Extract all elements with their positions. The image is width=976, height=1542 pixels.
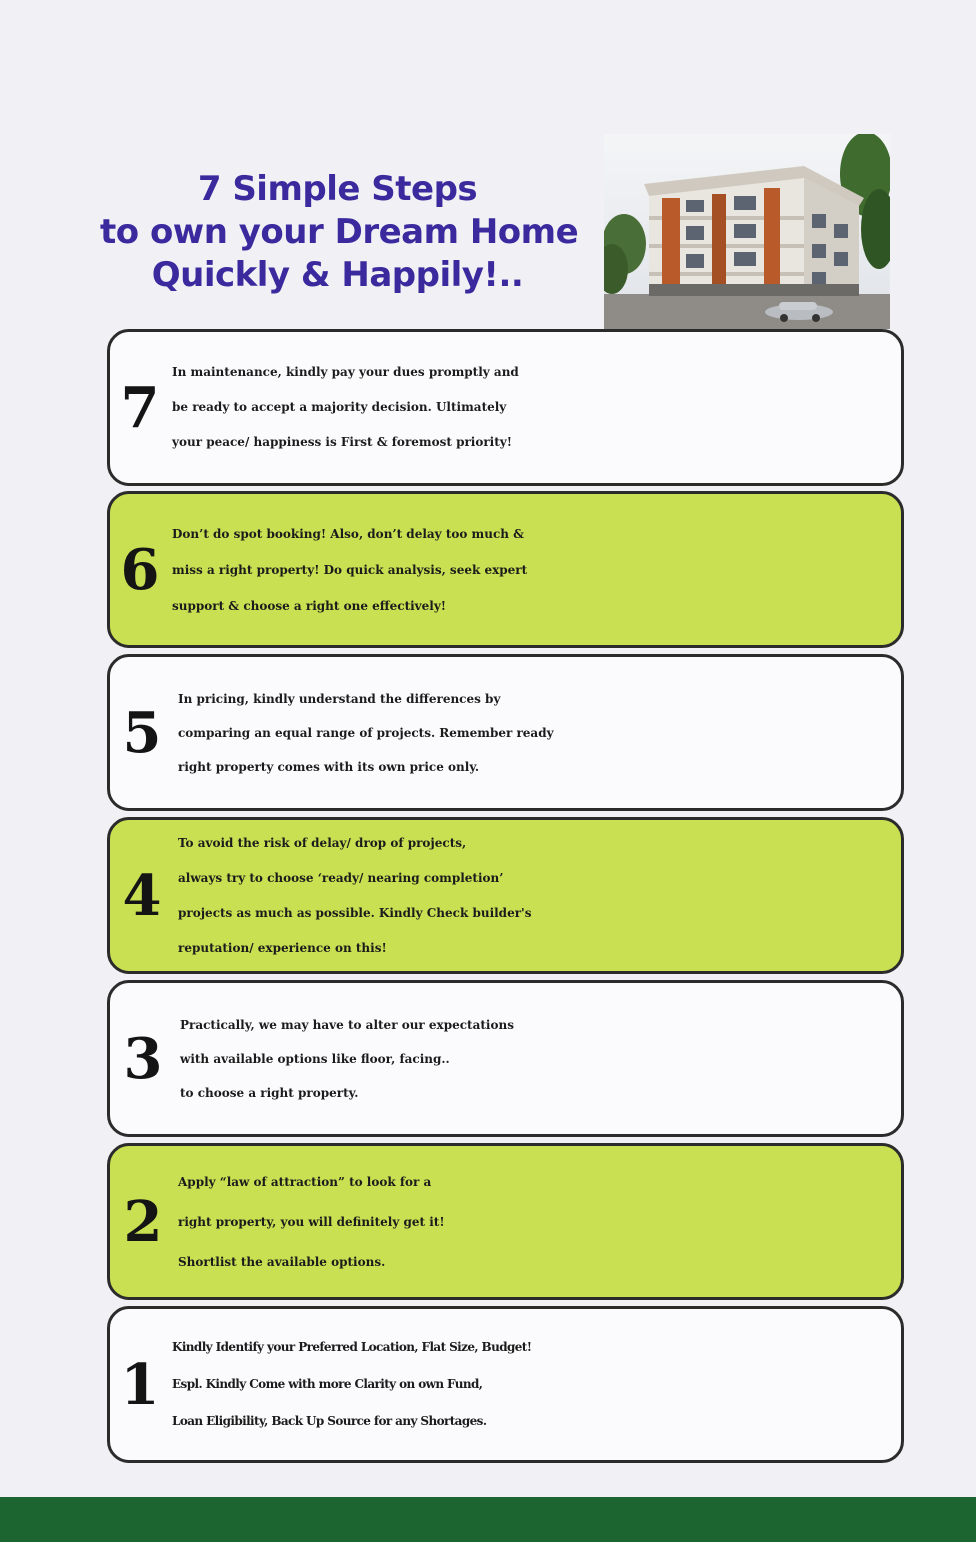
step-4-line-4: reputation/ experience on this! bbox=[178, 940, 387, 955]
step-2-line-3: Shortlist the available options. bbox=[178, 1254, 386, 1269]
step-3-line-3: to choose a right property. bbox=[180, 1085, 359, 1100]
footer-bar bbox=[0, 1497, 976, 1542]
step-6-number: 6 bbox=[120, 536, 160, 603]
step-7-number: 7 bbox=[120, 374, 160, 441]
step-2-number: 2 bbox=[123, 1188, 163, 1255]
step-5-card bbox=[107, 654, 904, 811]
step-4-line-2: always try to choose ‘ready/ nearing completion’ bbox=[178, 870, 504, 885]
step-1-line-1: Kindly Identify your Preferred Location, Flat Size, Budget! bbox=[172, 1340, 532, 1354]
step-4-text bbox=[174, 826, 901, 966]
step-7-line-3: your peace/ happiness is First & foremost priority! bbox=[172, 435, 513, 449]
page-title bbox=[100, 168, 579, 297]
step-5-text bbox=[174, 682, 901, 784]
step-2-text bbox=[176, 1162, 901, 1282]
step-6-line-1: Don’t do spot booking! Also, don’t delay too much & bbox=[172, 526, 525, 541]
step-1-line-2: Espl. Kindly Come with more Clarity on own Fund, bbox=[172, 1377, 483, 1391]
step-7-card bbox=[107, 329, 904, 486]
step-4-line-3: projects as much as possible. Kindly Check builder's bbox=[178, 905, 532, 920]
step-4-card bbox=[107, 817, 904, 974]
step-2-line-1: Apply “law of attraction” to look for a bbox=[178, 1174, 432, 1189]
step-5-line-1: In pricing, kindly understand the differences by bbox=[178, 691, 501, 706]
step-4-number: 4 bbox=[122, 862, 162, 929]
apartment-building-photo bbox=[604, 134, 890, 329]
step-1-card bbox=[107, 1306, 904, 1463]
step-3-line-1: Practically, we may have to alter our expectations bbox=[180, 1017, 514, 1032]
step-2-line-2: right property, you will definitely get it! bbox=[178, 1214, 445, 1229]
title-line-2: to own your Dream Home bbox=[100, 212, 579, 252]
step-7-text bbox=[170, 355, 901, 460]
title-line-1: 7 Simple Steps bbox=[197, 169, 478, 209]
step-6-text bbox=[170, 516, 901, 624]
step-1-text bbox=[170, 1329, 901, 1440]
step-5-line-3: right property comes with its own price only. bbox=[178, 759, 480, 774]
step-6-line-3: support & choose a right one effectively! bbox=[172, 598, 447, 613]
step-3-text bbox=[176, 1008, 901, 1110]
step-6-line-2: miss a right property! Do quick analysis, seek expert bbox=[172, 562, 528, 577]
step-2-card bbox=[107, 1143, 904, 1300]
step-1-number: 1 bbox=[120, 1351, 160, 1418]
step-3-number: 3 bbox=[123, 1025, 163, 1092]
step-4-line-1: To avoid the risk of delay/ drop of projects, bbox=[178, 835, 467, 850]
step-3-card bbox=[107, 980, 904, 1137]
step-6-card bbox=[107, 491, 904, 648]
step-1-line-3: Loan Eligibility, Back Up Source for any Shortages. bbox=[172, 1414, 487, 1428]
step-5-line-2: comparing an equal range of projects. Remember ready bbox=[178, 725, 554, 740]
step-7-line-1: In maintenance, kindly pay your dues promptly and bbox=[172, 365, 519, 379]
step-3-line-2: with available options like floor, facing.. bbox=[180, 1051, 450, 1066]
step-5-number: 5 bbox=[122, 699, 162, 766]
title-line-3: Quickly & Happily!.. bbox=[151, 255, 524, 295]
step-7-line-2: be ready to accept a majority decision. Ultimately bbox=[172, 400, 507, 414]
